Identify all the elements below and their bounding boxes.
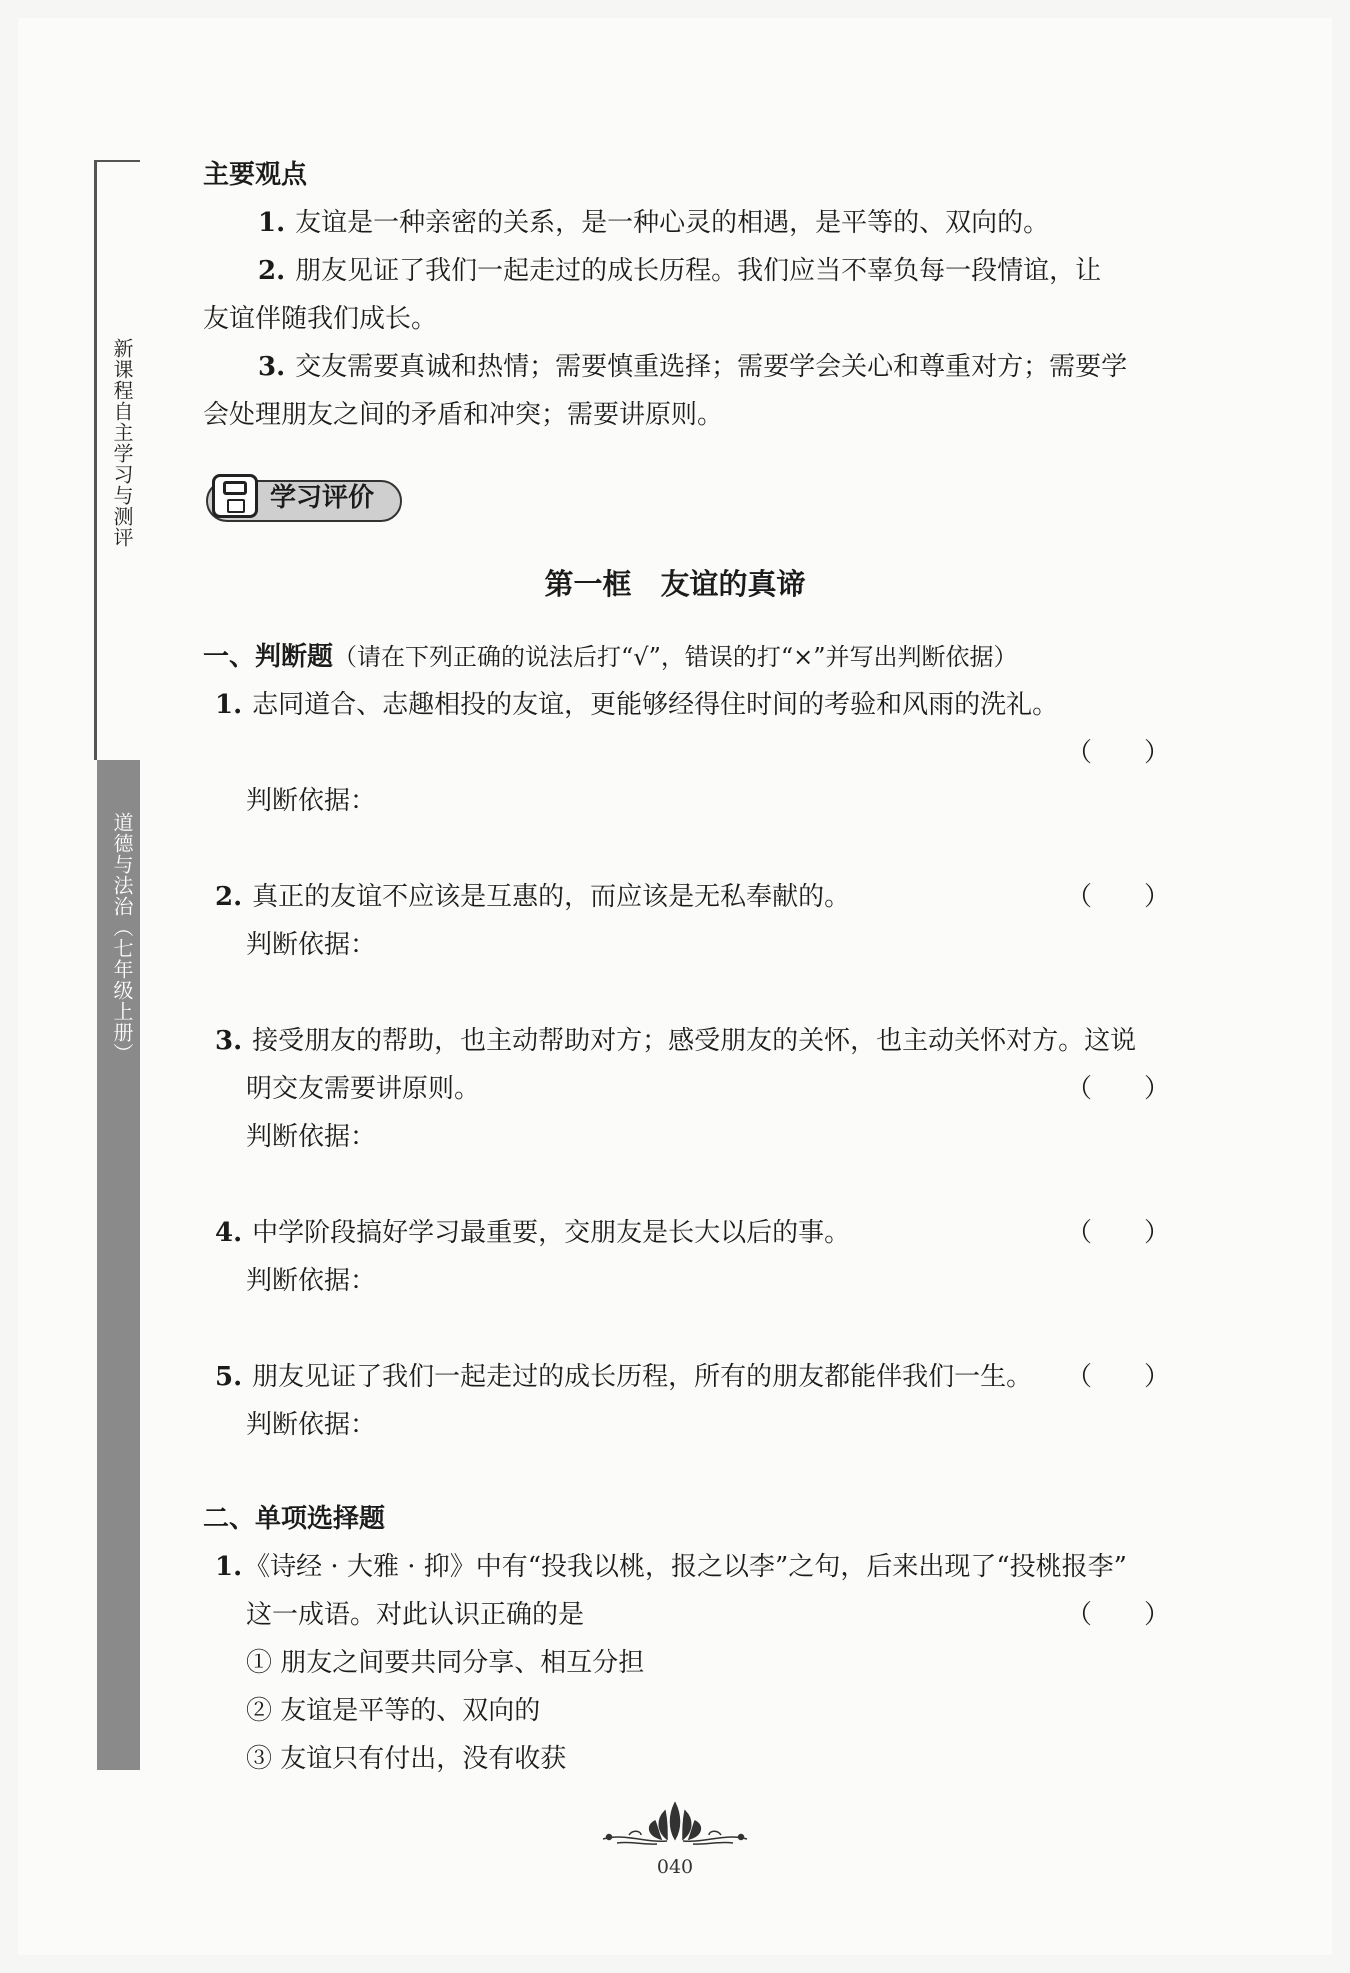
judgment-item-3-text2: 明交友需要讲原则。 [246,1074,481,1104]
choice-q1-answer-parens[interactable]: （ ） [1066,1600,1171,1630]
sidebar-series-title: 新课程自主学习与测评 [110,338,134,548]
judgment-item-4-answer-parens[interactable]: （ ） [1066,1218,1171,1248]
leaf-ornament-icon [595,1795,755,1855]
judgment-item-1-num: 1. [215,690,243,720]
main-points-heading: 主要观点 [203,160,308,190]
judgment-item-3-text1: 接受朋友的帮助，也主动帮助对方；感受朋友的关怀，也主动关怀对方。这说 [252,1026,1137,1056]
judgment-instruction: （请在下列正确的说法后打“√”，错误的打“×”并写出判断依据） [333,643,1018,671]
choice-q1-option-2: ② 友谊是平等的、双向的 [246,1696,541,1726]
judgment-item-2-num: 2. [215,882,243,912]
judgment-item-5-num: 5. [215,1362,243,1392]
main-point-2-line1 [258,254,1101,288]
choice-heading: 二、单项选择题 [203,1504,386,1534]
judgment-item-5 [215,1360,1032,1394]
judgment-item-1 [215,688,1058,722]
choice-q1-option-3: ③ 友谊只有付出，没有收获 [246,1744,567,1774]
choice-q1-num: 1. [215,1552,243,1582]
main-point-1-num: 1. [258,208,286,238]
judgment-item-4-num: 4. [215,1218,243,1248]
judgment-item-2-answer-parens[interactable]: （ ） [1066,882,1171,912]
main-point-3-num: 3. [258,352,286,382]
main-point-2-num: 2. [258,256,286,286]
judgment-item-2-basis-label: 判断依据： [246,930,377,960]
sidebar-subject: 道德与法治（七年级上册） [110,812,134,1064]
section-badge [200,474,400,520]
judgment-item-3-basis-label: 判断依据： [246,1122,377,1152]
choice-q1-option-1: ① 朋友之间要共同分享、相互分担 [246,1648,645,1678]
judgment-item-2-text: 真正的友谊不应该是互惠的，而应该是无私奉献的。 [252,882,851,912]
main-point-1-text: 友谊是一种亲密的关系，是一种心灵的相遇，是平等的、双向的。 [295,208,1050,238]
choice-q1-text1: 《诗经 · 大雅 · 抑》中有“投我以桃，报之以李”之句，后来出现了“投桃报李” [244,1552,1127,1582]
judgment-item-1-basis-label: 判断依据： [246,786,377,816]
judgment-item-5-answer-parens[interactable]: （ ） [1066,1362,1171,1392]
judgment-item-4-basis-label: 判断依据： [246,1266,377,1296]
judgment-heading: 一、判断题 [203,642,334,672]
judgment-item-2 [215,880,850,914]
main-point-3-line2: 会处理朋友之间的矛盾和冲突；需要讲原则。 [203,400,724,430]
main-point-2-line2: 友谊伴随我们成长。 [203,304,438,334]
lesson-title: 第一框 友谊的真谛 [544,567,806,601]
page-number: 040 [656,1856,694,1878]
judgment-item-1-answer-parens[interactable]: （ ） [1066,738,1171,768]
judgment-item-3-answer-parens[interactable]: （ ） [1066,1074,1171,1104]
main-point-2-text1: 朋友见证了我们一起走过的成长历程。我们应当不辜负每一段情谊，让 [295,256,1102,286]
judgment-item-4-text: 中学阶段搞好学习最重要，交朋友是长大以后的事。 [252,1218,851,1248]
choice-q1-text2: 这一成语。对此认识正确的是 [246,1600,585,1630]
main-point-1 [258,206,1049,240]
judgment-item-3-num: 3. [215,1026,243,1056]
section-badge-label: 学习评价 [270,483,375,513]
floppy-disk-icon [212,474,258,518]
judgment-item-5-text: 朋友见证了我们一起走过的成长历程，所有的朋友都能伴我们一生。 [252,1362,1033,1392]
main-point-3-line1 [258,350,1127,384]
judgment-item-4 [215,1216,850,1250]
judgment-item-5-basis-label: 判断依据： [246,1410,377,1440]
main-point-3-text1: 交友需要真诚和热情；需要慎重选择；需要学会关心和尊重对方；需要学 [295,352,1128,382]
choice-q1-line1 [215,1550,1127,1584]
judgment-heading-line [203,640,1018,674]
judgment-item-3 [215,1024,1136,1058]
judgment-item-1-text: 志同道合、志趣相投的友谊，更能够经得住时间的考验和风雨的洗礼。 [252,690,1059,720]
